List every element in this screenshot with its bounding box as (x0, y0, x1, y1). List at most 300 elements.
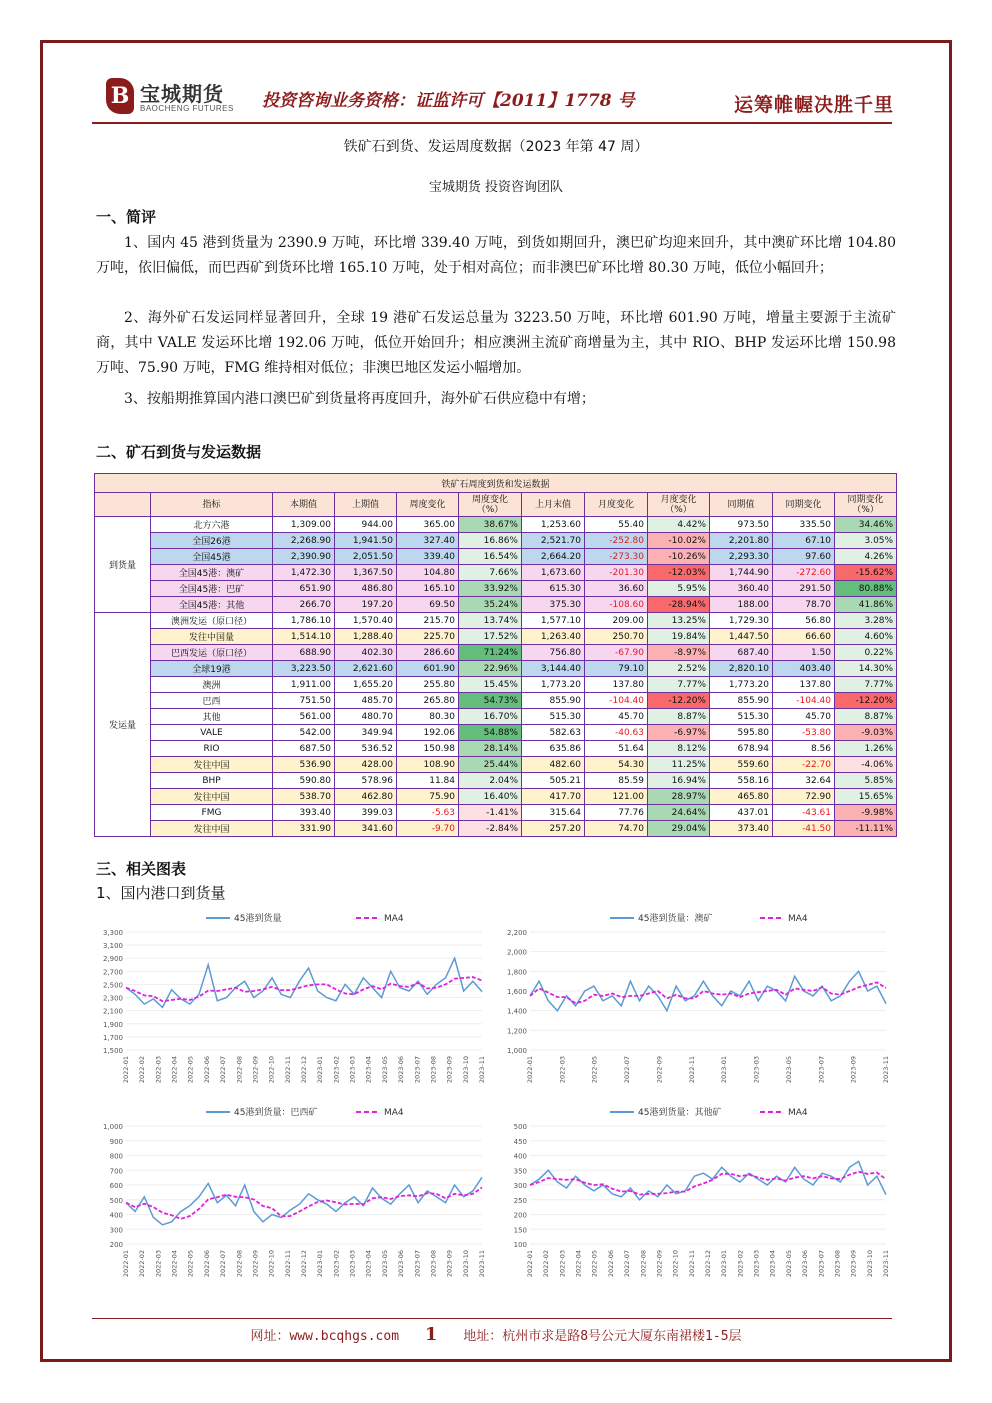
x-tick-label: 2023-05 (380, 1250, 389, 1278)
table-cell: 80.30 (397, 709, 459, 725)
x-tick-label: 2022-05 (186, 1056, 195, 1084)
table-cell: 137.80 (773, 677, 835, 693)
x-tick-label: 2023-05 (380, 1056, 389, 1084)
y-tick-label: 3,300 (102, 929, 123, 937)
table-cell: 15.45% (459, 677, 522, 693)
table-cell: 2,051.50 (335, 549, 397, 565)
table-cell: 973.50 (710, 517, 773, 533)
table-cell: 4.60% (835, 629, 897, 645)
table-cell: 373.40 (710, 821, 773, 837)
table-row (95, 709, 897, 725)
x-tick-label: 2022-06 (606, 1250, 615, 1278)
table-row (95, 789, 897, 805)
table-cell: 2,621.60 (335, 661, 397, 677)
table-cell: 104.80 (397, 565, 459, 581)
table-cell: 538.70 (273, 789, 335, 805)
table-cell: 1,773.20 (522, 677, 585, 693)
table-cell: 651.90 (273, 581, 335, 597)
table-row (95, 821, 897, 837)
table-cell: -108.60 (585, 597, 648, 613)
table-cell: 365.00 (397, 517, 459, 533)
table-cell: -9.03% (835, 725, 897, 741)
x-tick-label: 2022-11 (283, 1250, 292, 1278)
page-header (92, 68, 892, 124)
table-cell: 1,570.40 (335, 613, 397, 629)
x-tick-label: 2022-04 (170, 1250, 179, 1278)
table-cell: 22.96% (459, 661, 522, 677)
table-cell: 3,223.50 (273, 661, 335, 677)
table-cell: -6.97% (648, 725, 710, 741)
table-caption: 铁矿石周度到货和发运数据 (95, 474, 897, 493)
table-cell: 4.26% (835, 549, 897, 565)
table-row (95, 661, 897, 677)
table-cell: -272.60 (773, 565, 835, 581)
y-tick-label: 400 (109, 1211, 123, 1220)
row-group-label: 发运量 (95, 613, 151, 837)
chart-other-arrivals (500, 1102, 896, 1292)
table-cell: 56.80 (773, 613, 835, 629)
x-tick-label: 2023-11 (478, 1250, 486, 1278)
y-tick-label: 400 (513, 1152, 527, 1161)
table-cell: 559.60 (710, 757, 773, 773)
column-header: 月度变化（%） (648, 493, 710, 517)
table-cell: -273.30 (585, 549, 648, 565)
table-cell: 2,268.90 (273, 533, 335, 549)
table-row (95, 645, 897, 661)
row-label: 巴西 (151, 693, 273, 709)
x-tick-label: 2022-11 (687, 1056, 696, 1084)
table-cell: 480.70 (335, 709, 397, 725)
address-text: 地址：杭州市求是路8号公元大厦东南裙楼1-5层 (463, 1329, 742, 1344)
table-cell: 678.94 (710, 741, 773, 757)
table-cell: 33.92% (459, 581, 522, 597)
table-cell: 1,253.60 (522, 517, 585, 533)
table-cell: 41.86% (835, 597, 897, 613)
row-label: FMG (151, 805, 273, 821)
table-cell: 2,521.70 (522, 533, 585, 549)
series-line (530, 1161, 886, 1199)
y-tick-label: 100 (513, 1241, 527, 1249)
row-label: RIO (151, 741, 273, 757)
y-tick-label: 1,700 (102, 1033, 123, 1042)
table-cell: 542.00 (273, 725, 335, 741)
table-cell: 8.56 (773, 741, 835, 757)
x-tick-label: 2023-08 (833, 1250, 842, 1278)
x-tick-label: 2022-07 (623, 1250, 632, 1278)
column-header: 同期变化 (773, 493, 835, 517)
x-tick-label: 2022-06 (202, 1056, 211, 1084)
y-tick-label: 150 (513, 1226, 527, 1235)
table-cell: 375.30 (522, 597, 585, 613)
table-cell: 16.70% (459, 709, 522, 725)
table-row (95, 805, 897, 821)
table-cell: 944.00 (335, 517, 397, 533)
table-cell: 2,201.80 (710, 533, 773, 549)
table-cell: 393.40 (273, 805, 335, 821)
chart-brazil-arrivals (96, 1102, 492, 1292)
table-cell: 5.95% (648, 581, 710, 597)
table-cell: 341.60 (335, 821, 397, 837)
x-tick-label: 2023-11 (882, 1056, 890, 1084)
table-cell: 137.80 (585, 677, 648, 693)
table-cell: 11.25% (648, 757, 710, 773)
table-cell: 1.26% (835, 741, 897, 757)
table-cell: 515.30 (710, 709, 773, 725)
x-tick-label: 2023-03 (348, 1056, 357, 1084)
table-cell: -9.70 (397, 821, 459, 837)
table-cell: 97.60 (773, 549, 835, 565)
qualification-text: 投资咨询业务资格：证监许可【2011】1778 号 (262, 91, 635, 111)
x-tick-label: 2022-03 (558, 1250, 567, 1278)
table-cell: 437.01 (710, 805, 773, 821)
x-tick-label: 2022-08 (235, 1056, 244, 1084)
table-cell: 331.90 (273, 821, 335, 837)
y-tick-label: 2,000 (506, 948, 527, 957)
header-divider (92, 122, 892, 124)
table-cell: 71.24% (459, 645, 522, 661)
row-label: 澳洲 (151, 677, 273, 693)
table-cell: 335.50 (773, 517, 835, 533)
x-tick-label: 2023-01 (316, 1250, 325, 1278)
x-tick-label: 2023-03 (752, 1056, 761, 1084)
column-header: 指标 (151, 493, 273, 517)
table-cell: 28.97% (648, 789, 710, 805)
x-tick-label: 2022-01 (122, 1250, 130, 1278)
table-cell: 32.64 (773, 773, 835, 789)
section-heading-data: 二、矿石到货与发运数据 (96, 443, 262, 461)
x-tick-label: 2023-01 (720, 1250, 729, 1278)
table-cell: 11.84 (397, 773, 459, 789)
table-cell: 28.14% (459, 741, 522, 757)
table-cell: 595.80 (710, 725, 773, 741)
table-cell: 536.90 (273, 757, 335, 773)
chart-australia-arrivals (500, 908, 896, 1098)
table-cell: 1.50 (773, 645, 835, 661)
table-cell: 3,144.40 (522, 661, 585, 677)
table-cell: 225.70 (397, 629, 459, 645)
table-cell: 1,472.30 (273, 565, 335, 581)
y-tick-label: 1,600 (506, 988, 527, 996)
y-tick-label: 300 (513, 1182, 527, 1190)
table-cell: 250.70 (585, 629, 648, 645)
x-tick-label: 2023-04 (364, 1250, 373, 1278)
table-cell: 4.42% (648, 517, 710, 533)
table-cell: 14.30% (835, 661, 897, 677)
x-tick-label: 2023-02 (736, 1250, 745, 1278)
x-tick-label: 2022-07 (219, 1250, 228, 1278)
x-tick-label: 2023-04 (364, 1056, 373, 1084)
table-cell: 38.67% (459, 517, 522, 533)
table-cell: 1,786.10 (273, 613, 335, 629)
chart-legend (206, 1106, 404, 1118)
x-tick-label: 2022-10 (267, 1250, 276, 1278)
table-cell: 505.21 (522, 773, 585, 789)
x-tick-label: 2022-08 (235, 1250, 244, 1278)
table-cell: -67.90 (585, 645, 648, 661)
y-tick-label: 2,700 (102, 968, 123, 977)
x-tick-label: 2023-10 (461, 1250, 470, 1278)
website-text: 网址：www.bcqhgs.com (250, 1329, 400, 1344)
x-tick-label: 2023-10 (461, 1056, 470, 1084)
table-row (95, 693, 897, 709)
chart-svg (500, 908, 896, 1098)
x-tick-label: 2022-05 (590, 1250, 599, 1278)
row-label: VALE (151, 725, 273, 741)
logo-mark: B (106, 78, 134, 114)
table-cell: 150.98 (397, 741, 459, 757)
table-cell: 51.64 (585, 741, 648, 757)
x-tick-label: 2022-12 (300, 1056, 308, 1084)
table-cell: 19.84% (648, 629, 710, 645)
table-cell: 16.54% (459, 549, 522, 565)
y-tick-label: 1,500 (102, 1047, 123, 1055)
x-tick-label: 2023-10 (865, 1250, 874, 1278)
row-label: 巴西发运（原口径） (151, 645, 273, 661)
table-cell: 3.28% (835, 613, 897, 629)
y-tick-label: 600 (109, 1182, 123, 1190)
table-cell: -15.62% (835, 565, 897, 581)
footer-divider (92, 1318, 892, 1319)
table-cell: 121.00 (585, 789, 648, 805)
y-tick-label: 1,900 (102, 1020, 123, 1029)
table-cell: 855.90 (522, 693, 585, 709)
table-cell: 16.86% (459, 533, 522, 549)
table-cell: 265.80 (397, 693, 459, 709)
table-cell: -28.94% (648, 597, 710, 613)
x-tick-label: 2023-06 (397, 1250, 406, 1278)
table-cell: 24.64% (648, 805, 710, 821)
table-cell: 417.70 (522, 789, 585, 805)
y-tick-label: 200 (109, 1241, 123, 1249)
y-tick-label: 1,000 (506, 1047, 527, 1055)
table-cell: 75.90 (397, 789, 459, 805)
table-row (95, 741, 897, 757)
table-cell: 17.52% (459, 629, 522, 645)
row-label: 北方六港 (151, 517, 273, 533)
x-tick-label: 2022-10 (671, 1250, 680, 1278)
row-group-label: 到货量 (95, 517, 151, 613)
table-cell: 34.46% (835, 517, 897, 533)
column-header: 月度变化 (585, 493, 648, 517)
y-tick-label: 300 (109, 1226, 123, 1235)
table-cell: 8.12% (648, 741, 710, 757)
table-cell: 266.70 (273, 597, 335, 613)
table-cell: 402.30 (335, 645, 397, 661)
table-cell: 482.60 (522, 757, 585, 773)
table-cell: -1.41% (459, 805, 522, 821)
table-cell: 72.90 (773, 789, 835, 805)
page-number: 1 (424, 1324, 438, 1345)
table-cell: -40.63 (585, 725, 648, 741)
x-tick-label: 2023-01 (720, 1056, 729, 1084)
x-tick-label: 2022-07 (623, 1056, 632, 1084)
section-heading-charts: 三、相关图表 (96, 860, 187, 878)
x-tick-label: 2022-03 (558, 1056, 567, 1084)
table-cell: 2,664.20 (522, 549, 585, 565)
table-header-row (95, 493, 897, 517)
x-tick-label: 2023-09 (445, 1250, 454, 1278)
chart-legend (206, 912, 404, 924)
y-tick-label: 3,100 (102, 942, 123, 951)
x-tick-label: 2023-05 (784, 1056, 793, 1084)
y-tick-label: 500 (109, 1196, 123, 1205)
table-cell: 13.25% (648, 613, 710, 629)
row-label: 发往中国量 (151, 629, 273, 645)
x-tick-label: 2022-05 (590, 1056, 599, 1084)
table-cell: 615.30 (522, 581, 585, 597)
x-tick-label: 2023-07 (817, 1056, 826, 1084)
table-cell: 80.88% (835, 581, 897, 597)
table-cell: 1,288.40 (335, 629, 397, 645)
table-cell: 751.50 (273, 693, 335, 709)
y-tick-label: 800 (109, 1152, 123, 1161)
logo-english-name: BAOCHENG FUTURES (140, 104, 234, 113)
table-cell: 215.70 (397, 613, 459, 629)
legend-label: MA4 (788, 914, 808, 924)
table-cell: -41.50 (773, 821, 835, 837)
table-cell: -12.03% (648, 565, 710, 581)
row-label: 全国45港：澳矿 (151, 565, 273, 581)
table-cell: 5.85% (835, 773, 897, 789)
chart-svg (96, 908, 492, 1098)
table-cell: 635.86 (522, 741, 585, 757)
y-tick-label: 1,000 (102, 1123, 123, 1131)
x-tick-label: 2022-03 (154, 1250, 163, 1278)
x-tick-label: 2023-08 (429, 1250, 438, 1278)
table-cell: -12.20% (835, 693, 897, 709)
x-tick-label: 2023-09 (849, 1056, 858, 1084)
table-cell: 582.63 (522, 725, 585, 741)
table-cell: 77.76 (585, 805, 648, 821)
table-cell: 8.87% (835, 709, 897, 725)
x-tick-label: 2022-10 (267, 1056, 276, 1084)
x-tick-label: 2023-03 (348, 1250, 357, 1278)
table-cell: 15.65% (835, 789, 897, 805)
table-cell: 188.00 (710, 597, 773, 613)
table-cell: 55.40 (585, 517, 648, 533)
chart-45-port-arrivals (96, 908, 492, 1098)
table-cell: 601.90 (397, 661, 459, 677)
table-cell: 403.40 (773, 661, 835, 677)
table-cell: 561.00 (273, 709, 335, 725)
legend-label: MA4 (384, 1108, 404, 1118)
table-cell: 2,820.10 (710, 661, 773, 677)
column-header: 周度变化（%） (459, 493, 522, 517)
table-row (95, 565, 897, 581)
y-tick-label: 2,200 (506, 929, 527, 937)
table-cell: -5.63 (397, 805, 459, 821)
table-cell: 54.30 (585, 757, 648, 773)
x-tick-label: 2022-11 (687, 1250, 696, 1278)
x-tick-label: 2022-09 (655, 1250, 664, 1278)
table-cell: -10.02% (648, 533, 710, 549)
table-cell: 462.80 (335, 789, 397, 805)
y-tick-label: 250 (513, 1196, 527, 1205)
table-cell: 29.04% (648, 821, 710, 837)
table-cell: 7.77% (835, 677, 897, 693)
x-tick-label: 2023-05 (784, 1250, 793, 1278)
x-tick-label: 2023-06 (397, 1056, 406, 1084)
table-cell: 1,941.50 (335, 533, 397, 549)
table-cell: 756.80 (522, 645, 585, 661)
table-cell: 1,655.20 (335, 677, 397, 693)
author-team: 宝城期货 投资咨询团队 (428, 180, 564, 195)
table-row (95, 549, 897, 565)
table-cell: 687.40 (710, 645, 773, 661)
table-cell: 1,744.90 (710, 565, 773, 581)
x-tick-label: 2022-12 (704, 1250, 712, 1278)
series-line (126, 958, 482, 1007)
table-cell: 108.90 (397, 757, 459, 773)
row-label: 发往中国 (151, 789, 273, 805)
x-tick-label: 2022-12 (300, 1250, 308, 1278)
table-cell: 67.10 (773, 533, 835, 549)
x-tick-label: 2023-02 (332, 1056, 341, 1084)
legend-label: MA4 (788, 1108, 808, 1118)
table-cell: 327.40 (397, 533, 459, 549)
table-cell: 1,309.00 (273, 517, 335, 533)
legend-label: 45港到货量 (234, 914, 282, 924)
table-cell: 2,390.90 (273, 549, 335, 565)
table-cell: 339.40 (397, 549, 459, 565)
table-cell: 25.44% (459, 757, 522, 773)
ore-data-table (94, 473, 897, 837)
x-tick-label: 2023-01 (316, 1056, 325, 1084)
section-heading-summary: 一、简评 (96, 208, 157, 226)
table-cell: -10.26% (648, 549, 710, 565)
y-tick-label: 2,100 (102, 1007, 123, 1016)
document-title: 铁矿石到货、发运周度数据（2023 年第 47 周） (343, 139, 649, 155)
table-row (95, 677, 897, 693)
table-cell: 45.70 (773, 709, 835, 725)
x-tick-label: 2023-07 (413, 1056, 422, 1084)
row-label: 全国45港：巴矿 (151, 581, 273, 597)
table-cell: -104.40 (773, 693, 835, 709)
chart-subsection-title: 1、国内港口到货量 (96, 884, 226, 902)
table-cell: 428.00 (335, 757, 397, 773)
table-cell: 855.90 (710, 693, 773, 709)
chart-legend (610, 912, 808, 924)
table-cell: 486.80 (335, 581, 397, 597)
row-label: 全国45港：其他 (151, 597, 273, 613)
table-cell: 1,673.60 (522, 565, 585, 581)
x-tick-label: 2022-01 (526, 1250, 534, 1278)
table-cell: 1,514.10 (273, 629, 335, 645)
table-cell: 54.88% (459, 725, 522, 741)
table-cell: 399.03 (335, 805, 397, 821)
x-tick-label: 2022-04 (574, 1250, 583, 1278)
y-tick-label: 200 (513, 1211, 527, 1220)
y-tick-label: 2,300 (102, 994, 123, 1003)
table-cell: 36.60 (585, 581, 648, 597)
row-label: 澳洲发运（原口径） (151, 613, 273, 629)
x-tick-label: 2023-03 (752, 1250, 761, 1278)
summary-paragraph-3: 3、按船期推算国内港口澳巴矿到货量将再度回升，海外矿石供应稳中有增； (124, 391, 595, 407)
table-cell: 2.52% (648, 661, 710, 677)
row-label: 其他 (151, 709, 273, 725)
x-tick-label: 2023-09 (445, 1056, 454, 1084)
table-cell: -22.70 (773, 757, 835, 773)
legend-label: 45港到货量：澳矿 (638, 914, 713, 924)
table-cell: 315.64 (522, 805, 585, 821)
table-cell: -104.40 (585, 693, 648, 709)
table-cell: -2.84% (459, 821, 522, 837)
table-cell: 1,729.30 (710, 613, 773, 629)
column-header: 周度变化 (397, 493, 459, 517)
x-tick-label: 2022-05 (186, 1250, 195, 1278)
table-cell: 291.50 (773, 581, 835, 597)
table-cell: 1,577.10 (522, 613, 585, 629)
